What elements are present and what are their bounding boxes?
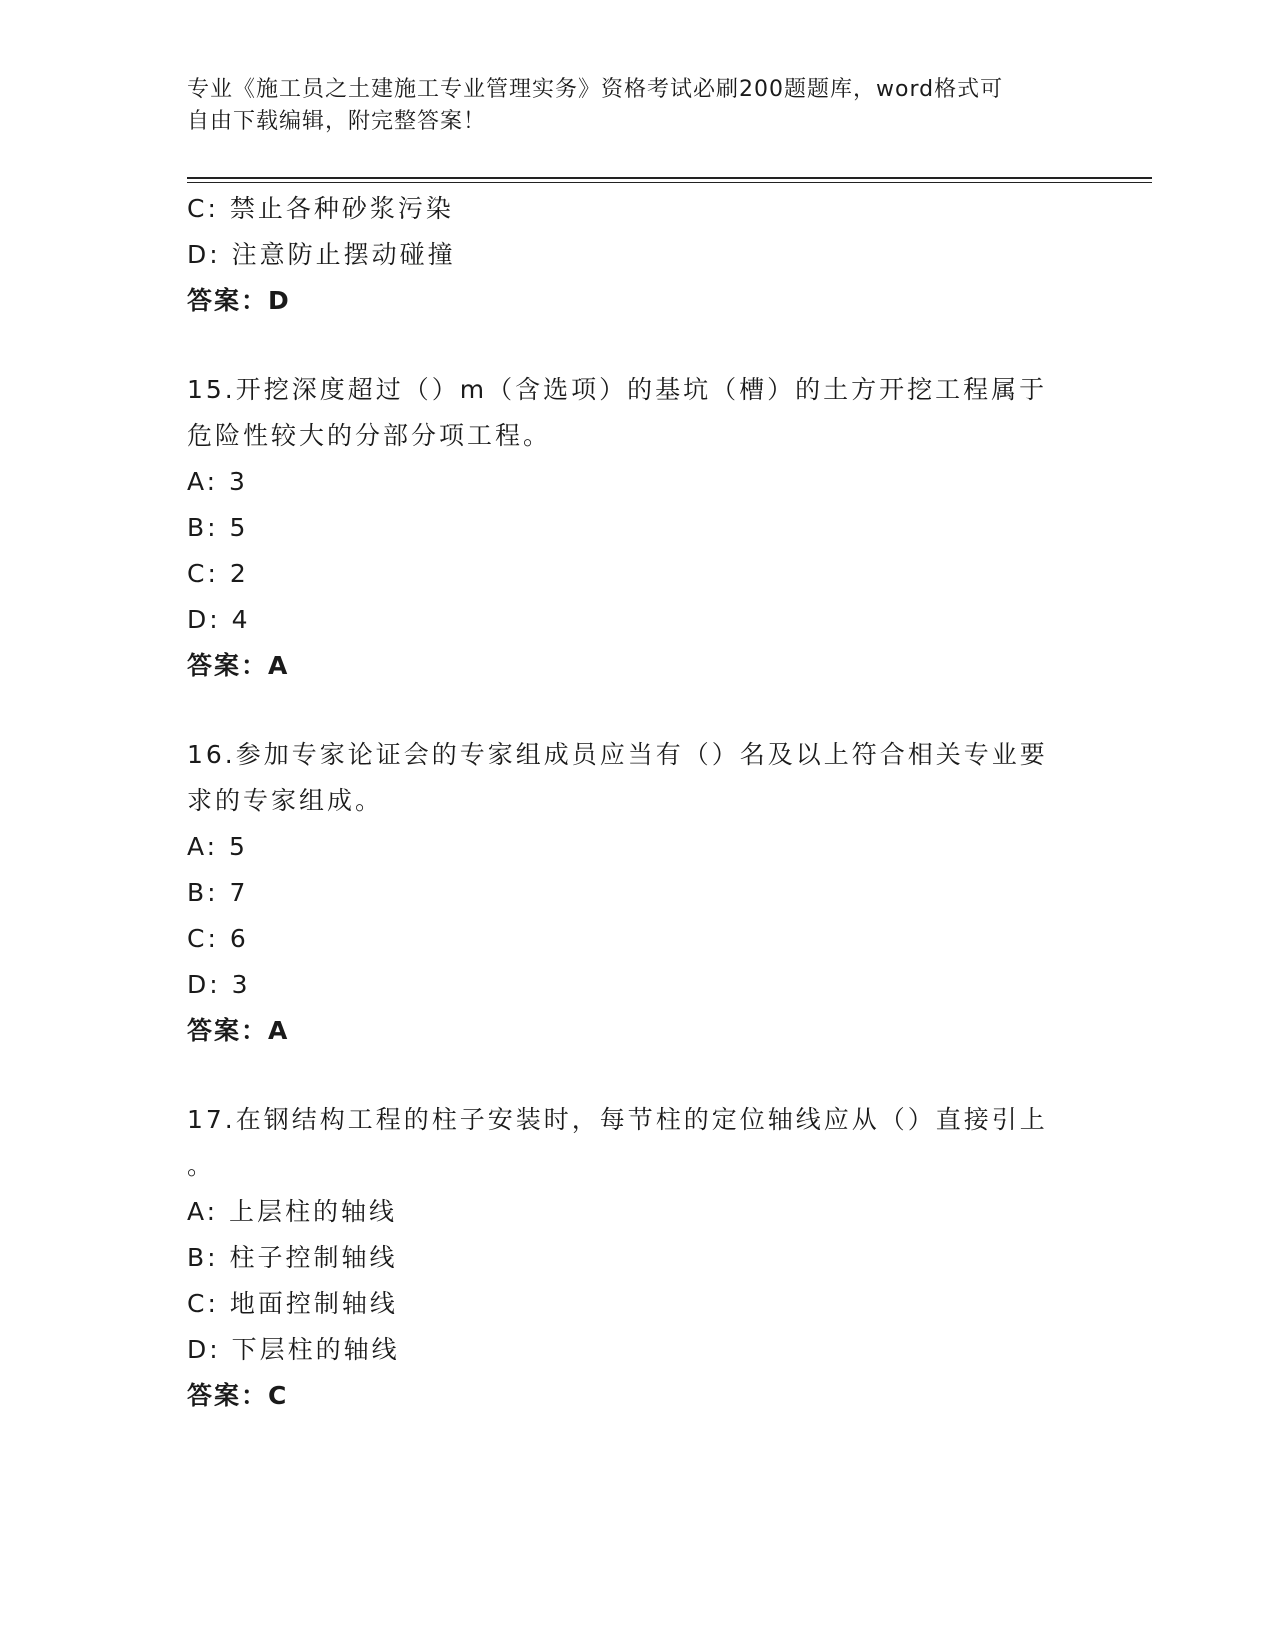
option-b: B: 5 [187,513,249,542]
option-a: A: 3 [187,467,248,496]
option-d: D: 3 [187,970,251,999]
spacer [187,689,1087,732]
question-15 [187,367,1087,689]
question-16 [187,732,1087,1054]
spacer [187,1054,1087,1097]
prev-question-tail [187,186,1087,324]
answer-line: 答案：D [187,286,291,315]
header-rule-thick [187,177,1152,179]
document-header [187,74,1087,138]
question-stem-line-1: 15.开挖深度超过（）m（含选项）的基坑（槽）的土方开挖工程属于 [187,375,1048,404]
option-b: B: 7 [187,878,249,907]
option-b: B: 柱子控制轴线 [187,1243,398,1272]
option-c: C: 6 [187,924,249,953]
option-c: C: 禁止各种砂浆污染 [187,194,454,223]
option-c: C: 2 [187,559,249,588]
option-a: A: 上层柱的轴线 [187,1197,398,1226]
answer-line: 答案：C [187,1381,289,1410]
spacer [187,324,1087,367]
question-17 [187,1097,1087,1419]
header-line-1: 专业《施工员之土建施工专业管理实务》资格考试必刷200题题库，word格式可 [187,77,1004,102]
document-body [187,186,1087,1419]
header-rule-thin [187,182,1152,183]
answer-line: 答案：A [187,1016,290,1045]
option-c: C: 地面控制轴线 [187,1289,398,1318]
question-stem-line-2: 。 [187,1151,216,1180]
question-stem-line-1: 17.在钢结构工程的柱子安装时，每节柱的定位轴线应从（）直接引上 [187,1105,1048,1134]
option-d: D: 注意防止摆动碰撞 [187,240,456,269]
question-stem-line-2: 求的专家组成。 [187,786,384,815]
header-line-2: 自由下载编辑，附完整答案！ [187,109,487,134]
option-d: D: 下层柱的轴线 [187,1335,400,1364]
question-stem-line-1: 16.参加专家论证会的专家组成员应当有（）名及以上符合相关专业要 [187,740,1048,769]
question-stem-line-2: 危险性较大的分部分项工程。 [187,421,552,450]
option-a: A: 5 [187,832,248,861]
option-d: D: 4 [187,605,251,634]
answer-line: 答案：A [187,651,290,680]
